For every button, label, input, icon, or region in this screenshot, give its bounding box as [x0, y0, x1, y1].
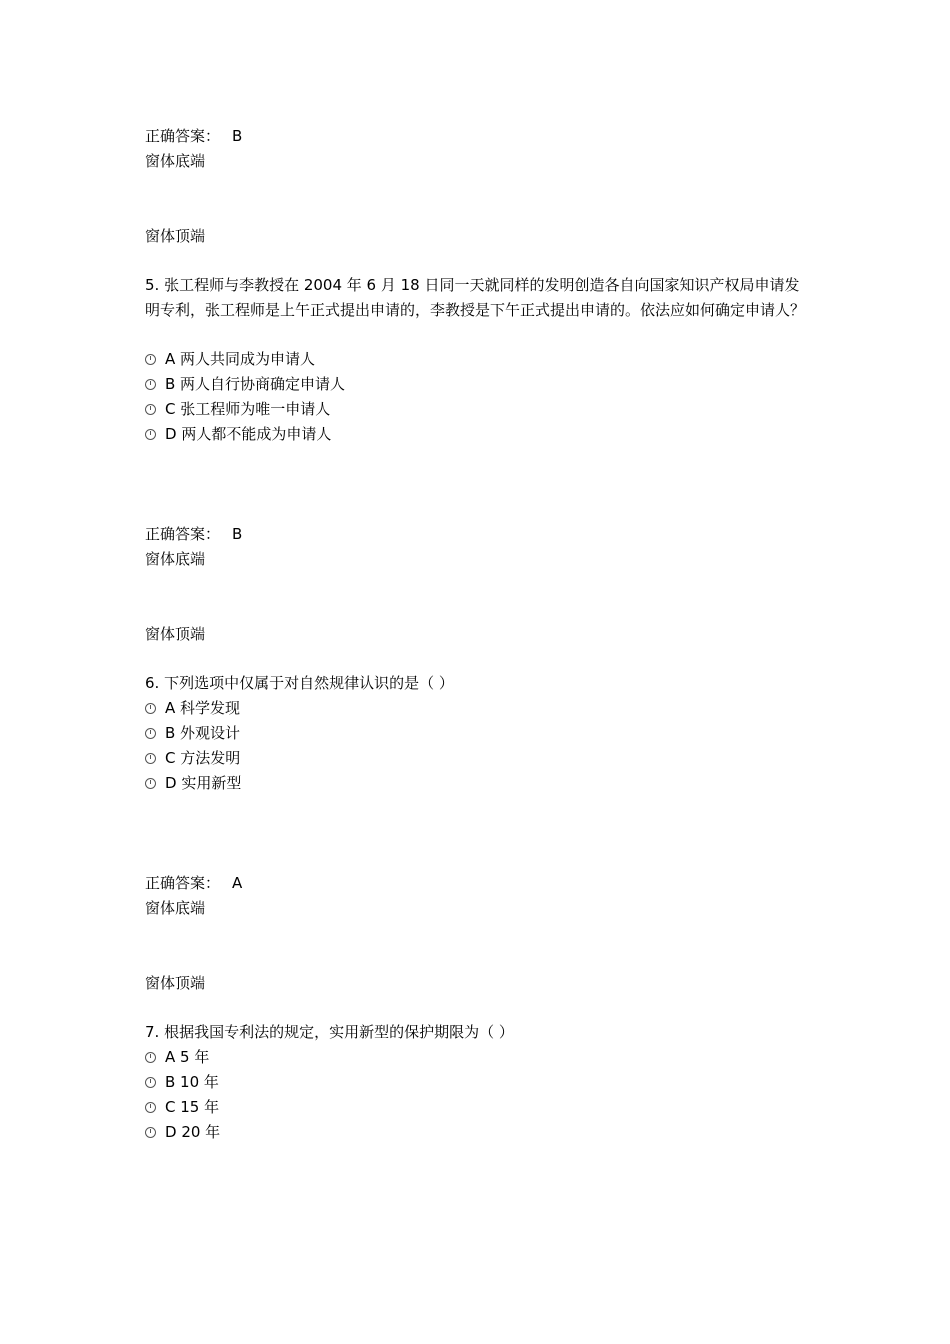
option-c[interactable]	[145, 746, 240, 771]
radio-icon[interactable]	[145, 1052, 156, 1063]
option-label: A 两人共同成为申请人	[165, 350, 316, 368]
answer-value: B	[232, 127, 243, 145]
radio-icon[interactable]	[145, 753, 156, 764]
radio-icon[interactable]	[145, 703, 156, 714]
option-label: B 10 年	[165, 1073, 219, 1091]
option-b[interactable]	[145, 372, 345, 397]
option-label: C 方法发明	[165, 749, 241, 767]
answer-label: 正确答案：	[145, 874, 221, 892]
radio-icon[interactable]	[145, 429, 156, 440]
option-d[interactable]	[145, 1120, 220, 1145]
option-a[interactable]	[145, 696, 240, 721]
correct-answer	[145, 522, 242, 547]
question-text: 7. 根据我国专利法的规定，实用新型的保护期限为（ ）	[145, 1023, 514, 1041]
option-b[interactable]	[145, 721, 240, 746]
form-top-marker: 窗体顶端	[145, 625, 206, 643]
option-c[interactable]	[145, 1095, 219, 1120]
answer-label: 正确答案：	[145, 127, 221, 145]
form-bottom-marker: 窗体底端	[145, 899, 206, 917]
radio-icon[interactable]	[145, 1102, 156, 1113]
option-label: D 实用新型	[165, 774, 242, 792]
question-text: 5. 张工程师与李教授在 2004 年 6 月 18 日同一天就同样的发明创造各自向国家知识产权局申请发明专利，张工程师是上午正式提出申请的，李教授是下午正式提出申请的。依法应如何确定申请人？	[145, 276, 806, 319]
correct-answer	[145, 871, 242, 896]
question-text: 6. 下列选项中仅属于对自然规律认识的是（ ）	[145, 674, 454, 692]
radio-icon[interactable]	[145, 354, 156, 365]
radio-icon[interactable]	[145, 1127, 156, 1138]
answer-value: A	[232, 874, 243, 892]
option-label: D 20 年	[165, 1123, 221, 1141]
correct-answer	[145, 124, 242, 149]
radio-icon[interactable]	[145, 379, 156, 390]
form-bottom-marker: 窗体底端	[145, 550, 206, 568]
radio-icon[interactable]	[145, 778, 156, 789]
form-top-marker: 窗体顶端	[145, 974, 206, 992]
option-c[interactable]	[145, 397, 330, 422]
option-label: C 张工程师为唯一申请人	[165, 400, 331, 418]
option-label: A 科学发现	[165, 699, 241, 717]
option-label: C 15 年	[165, 1098, 220, 1116]
option-label: B 外观设计	[165, 724, 241, 742]
option-d[interactable]	[145, 771, 241, 796]
answer-value: B	[232, 525, 243, 543]
option-a[interactable]	[145, 1045, 209, 1070]
option-label: A 5 年	[165, 1048, 210, 1066]
option-d[interactable]	[145, 422, 331, 447]
radio-icon[interactable]	[145, 404, 156, 415]
radio-icon[interactable]	[145, 728, 156, 739]
option-label: D 两人都不能成为申请人	[165, 425, 332, 443]
option-b[interactable]	[145, 1070, 219, 1095]
form-top-marker: 窗体顶端	[145, 227, 206, 245]
option-a[interactable]	[145, 347, 315, 372]
radio-icon[interactable]	[145, 1077, 156, 1088]
form-bottom-marker: 窗体底端	[145, 152, 206, 170]
answer-label: 正确答案：	[145, 525, 221, 543]
option-label: B 两人自行协商确定申请人	[165, 375, 346, 393]
